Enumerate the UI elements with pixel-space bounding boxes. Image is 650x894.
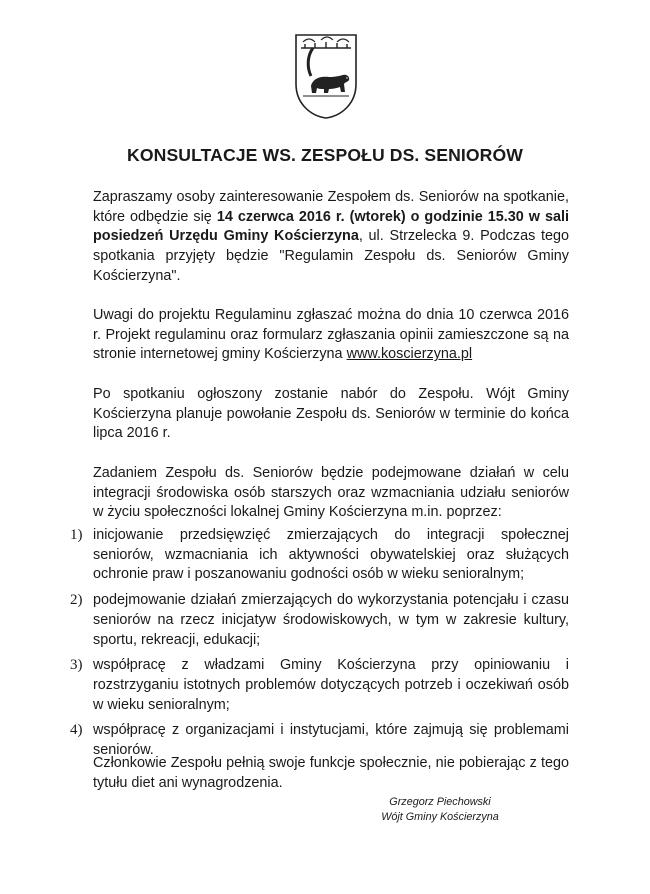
- list-item-number: 4): [70, 722, 83, 739]
- list-item-number: 2): [70, 592, 83, 609]
- list-item-text: współpracę z władzami Gminy Kościerzyna przy opiniowaniu i rozstrzyganiu istotnych problemów dotyczących potrzeb i oczekiwań osób w wieku senioralnym;: [93, 657, 569, 713]
- list-item: [70, 656, 569, 715]
- list-item-text: podejmowanie działań zmierzających do wykorzystania potencjału i czasu seniorów na rzecz inicjatyw środowiskowych, w tym w zakresie kultury, sportu, rekreacji, edukacji;: [93, 592, 569, 648]
- invitation-text-intro: Zapraszamy osoby zainteresowanie Zespołem ds. Seniorów na spotkanie, które odbędzie się: [93, 189, 569, 225]
- recruitment-paragraph: Po spotkaniu ogłoszony zostanie nabór do Zespołu. Wójt Gminy Kościerzyna planuje powołanie Zespołu ds. Seniorów w terminie do końca lipca 2016 r.: [93, 386, 569, 442]
- coat-of-arms-bear-icon: [293, 32, 359, 120]
- list-item-number: 3): [70, 657, 83, 674]
- invitation-paragraph: [93, 188, 569, 287]
- list-item-text: współpracę z organizacjami i instytucjami, które zajmują się problemami seniorów.: [93, 722, 569, 759]
- meeting-details: 14 czerwca 2016 r. (wtorek) o godzinie 15.30 w sali posiedzeń Urzędu Gminy Kościerzyna: [93, 208, 569, 245]
- page-title: KONSULTACJE WS. ZESPOŁU DS. SENIORÓW: [127, 145, 523, 165]
- tasks-intro-paragraph: Zadaniem Zespołu ds. Seniorów będzie podejmowane działań w celu integracji środowiska osób starszych oraz wzmacniania udziału seniorów w życiu społeczności lokalnej Gminy Kościerzyna m.in. poprzez:: [93, 465, 569, 521]
- invitation-text-rest: , ul. Strzelecka 9. Podczas tego spotkania przyjęty będzie "Regulamin Zespołu ds. Seniorów Gminy Kościerzyna".: [93, 228, 569, 284]
- tasks-list: [70, 526, 569, 767]
- list-item: [70, 591, 569, 650]
- list-item: [70, 526, 569, 585]
- remarks-text: Uwagi do projektu Regulaminu zgłaszać można do dnia 10 czerwca 2016 r. Projekt regulaminu oraz formularz zgłaszania opinii zamieszczone są na stronie internetowej gminy Kościerzyna: [93, 307, 569, 363]
- list-item-text: inicjowanie przedsięwzięć zmierzających do integracji społecznej seniorów, wzmacniania ich aktywności obywatelskiej oraz służących ochronie praw i poszanowaniu godności osób w wieku senioralnym;: [93, 527, 569, 583]
- signature-name: Grzegorz Piechowski: [389, 796, 491, 808]
- members-paragraph: Członkowie Zespołu pełnią swoje funkcje społecznie, nie pobierając z tego tytułu diet ani wynagrodzenia.: [93, 755, 569, 791]
- list-item-number: 1): [70, 527, 83, 543]
- remarks-paragraph: [93, 306, 569, 365]
- signature-block: [380, 795, 500, 825]
- website-link[interactable]: www.koscierzyna.pl: [346, 346, 473, 363]
- signature-role: Wójt Gminy Kościerzyna: [381, 811, 499, 823]
